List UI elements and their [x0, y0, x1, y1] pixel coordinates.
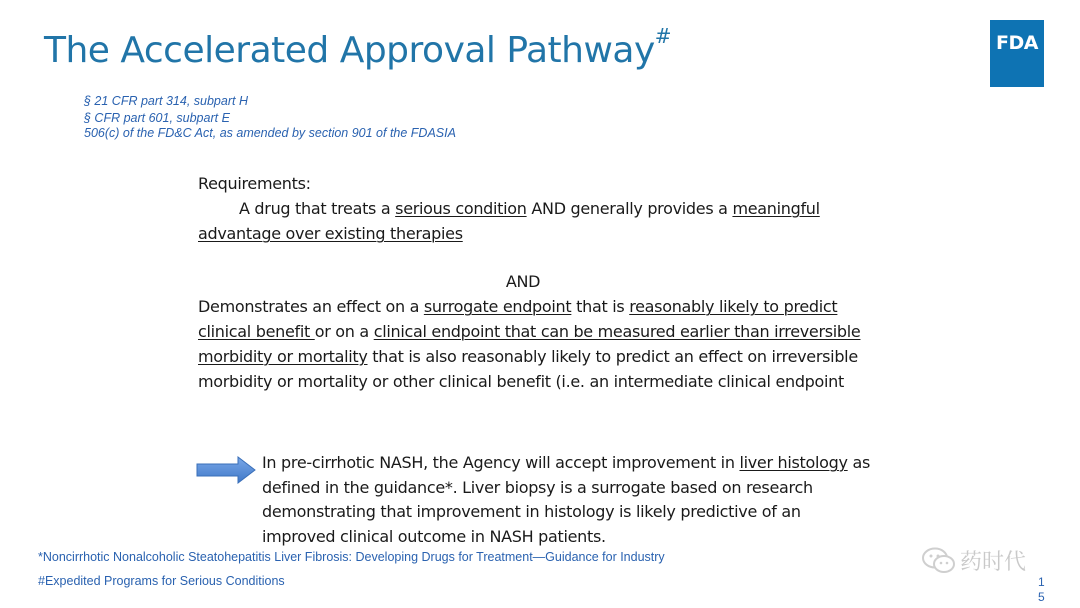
text-run: or on a [314, 321, 374, 341]
page-number [1038, 575, 1045, 605]
text-run: that is also reasonably likely to predict an effect on irreversible morbidity or mortality or other clinical benefit (i.e. an intermediate clinical endpoint [198, 346, 858, 391]
text-run: A drug that treats a [239, 198, 396, 218]
wechat-icon [922, 547, 956, 575]
text-run: as defined in the guidance*. Liver biopsy is a surrogate based on research demonstrating that improvement in histology is likely predictive of an improved clinical outcome in NASH patients. [262, 453, 870, 546]
nash-conclusion [262, 451, 872, 549]
regulatory-references [84, 93, 456, 142]
footnote-guidance: *Noncirrhotic Nonalcoholic Steatohepatitis Liver Fibrosis: Developing Drugs for Treatment—Guidance for Industry [38, 550, 665, 564]
slide-title [44, 24, 672, 71]
fda-logo-text: FDA [996, 32, 1038, 54]
requirement-paragraph [198, 197, 878, 247]
underlined-term: serious condition [395, 198, 527, 218]
underlined-term: liver histology [739, 453, 848, 472]
slide-title-text: The Accelerated Approval Pathway [44, 30, 655, 71]
requirements-block [198, 172, 878, 394]
watermark [922, 545, 1026, 576]
fda-logo [990, 20, 1044, 87]
text-run: In pre-cirrhotic NASH, the Agency will accept improvement in [262, 453, 740, 472]
requirements-heading: Requirements: [198, 174, 311, 193]
text-run: AND generally provides a [526, 198, 733, 218]
reference-item: 506(c) of the FD&C Act, as amended by section 901 of the FDASIA [84, 126, 456, 140]
underlined-term: surrogate endpoint [423, 297, 572, 317]
watermark-text: 药时代 [960, 550, 1027, 575]
reference-item: § CFR part 601, subpart E [84, 111, 230, 125]
and-connector: AND [505, 272, 541, 292]
underlined-term: clinical endpoint that can be measured earlier than irreversible morbidity or mortality [198, 321, 861, 366]
page-number-digit: 1 [1038, 575, 1045, 589]
right-arrow-icon [196, 456, 256, 484]
underlined-term: reasonably likely to predict clinical benefit [198, 297, 838, 341]
reference-item: § 21 CFR part 314, subpart H [84, 94, 248, 108]
footnote-expedited-programs: #Expedited Programs for Serious Conditions [38, 574, 285, 588]
text-run: Demonstrates an effect on a [198, 297, 424, 317]
page-number-digit: 5 [1038, 590, 1045, 604]
underlined-term: meaningful advantage over existing therapies [198, 198, 820, 243]
title-footnote-mark: # [654, 24, 672, 48]
demonstrates-paragraph [198, 295, 878, 394]
text-run: that is [571, 297, 630, 317]
